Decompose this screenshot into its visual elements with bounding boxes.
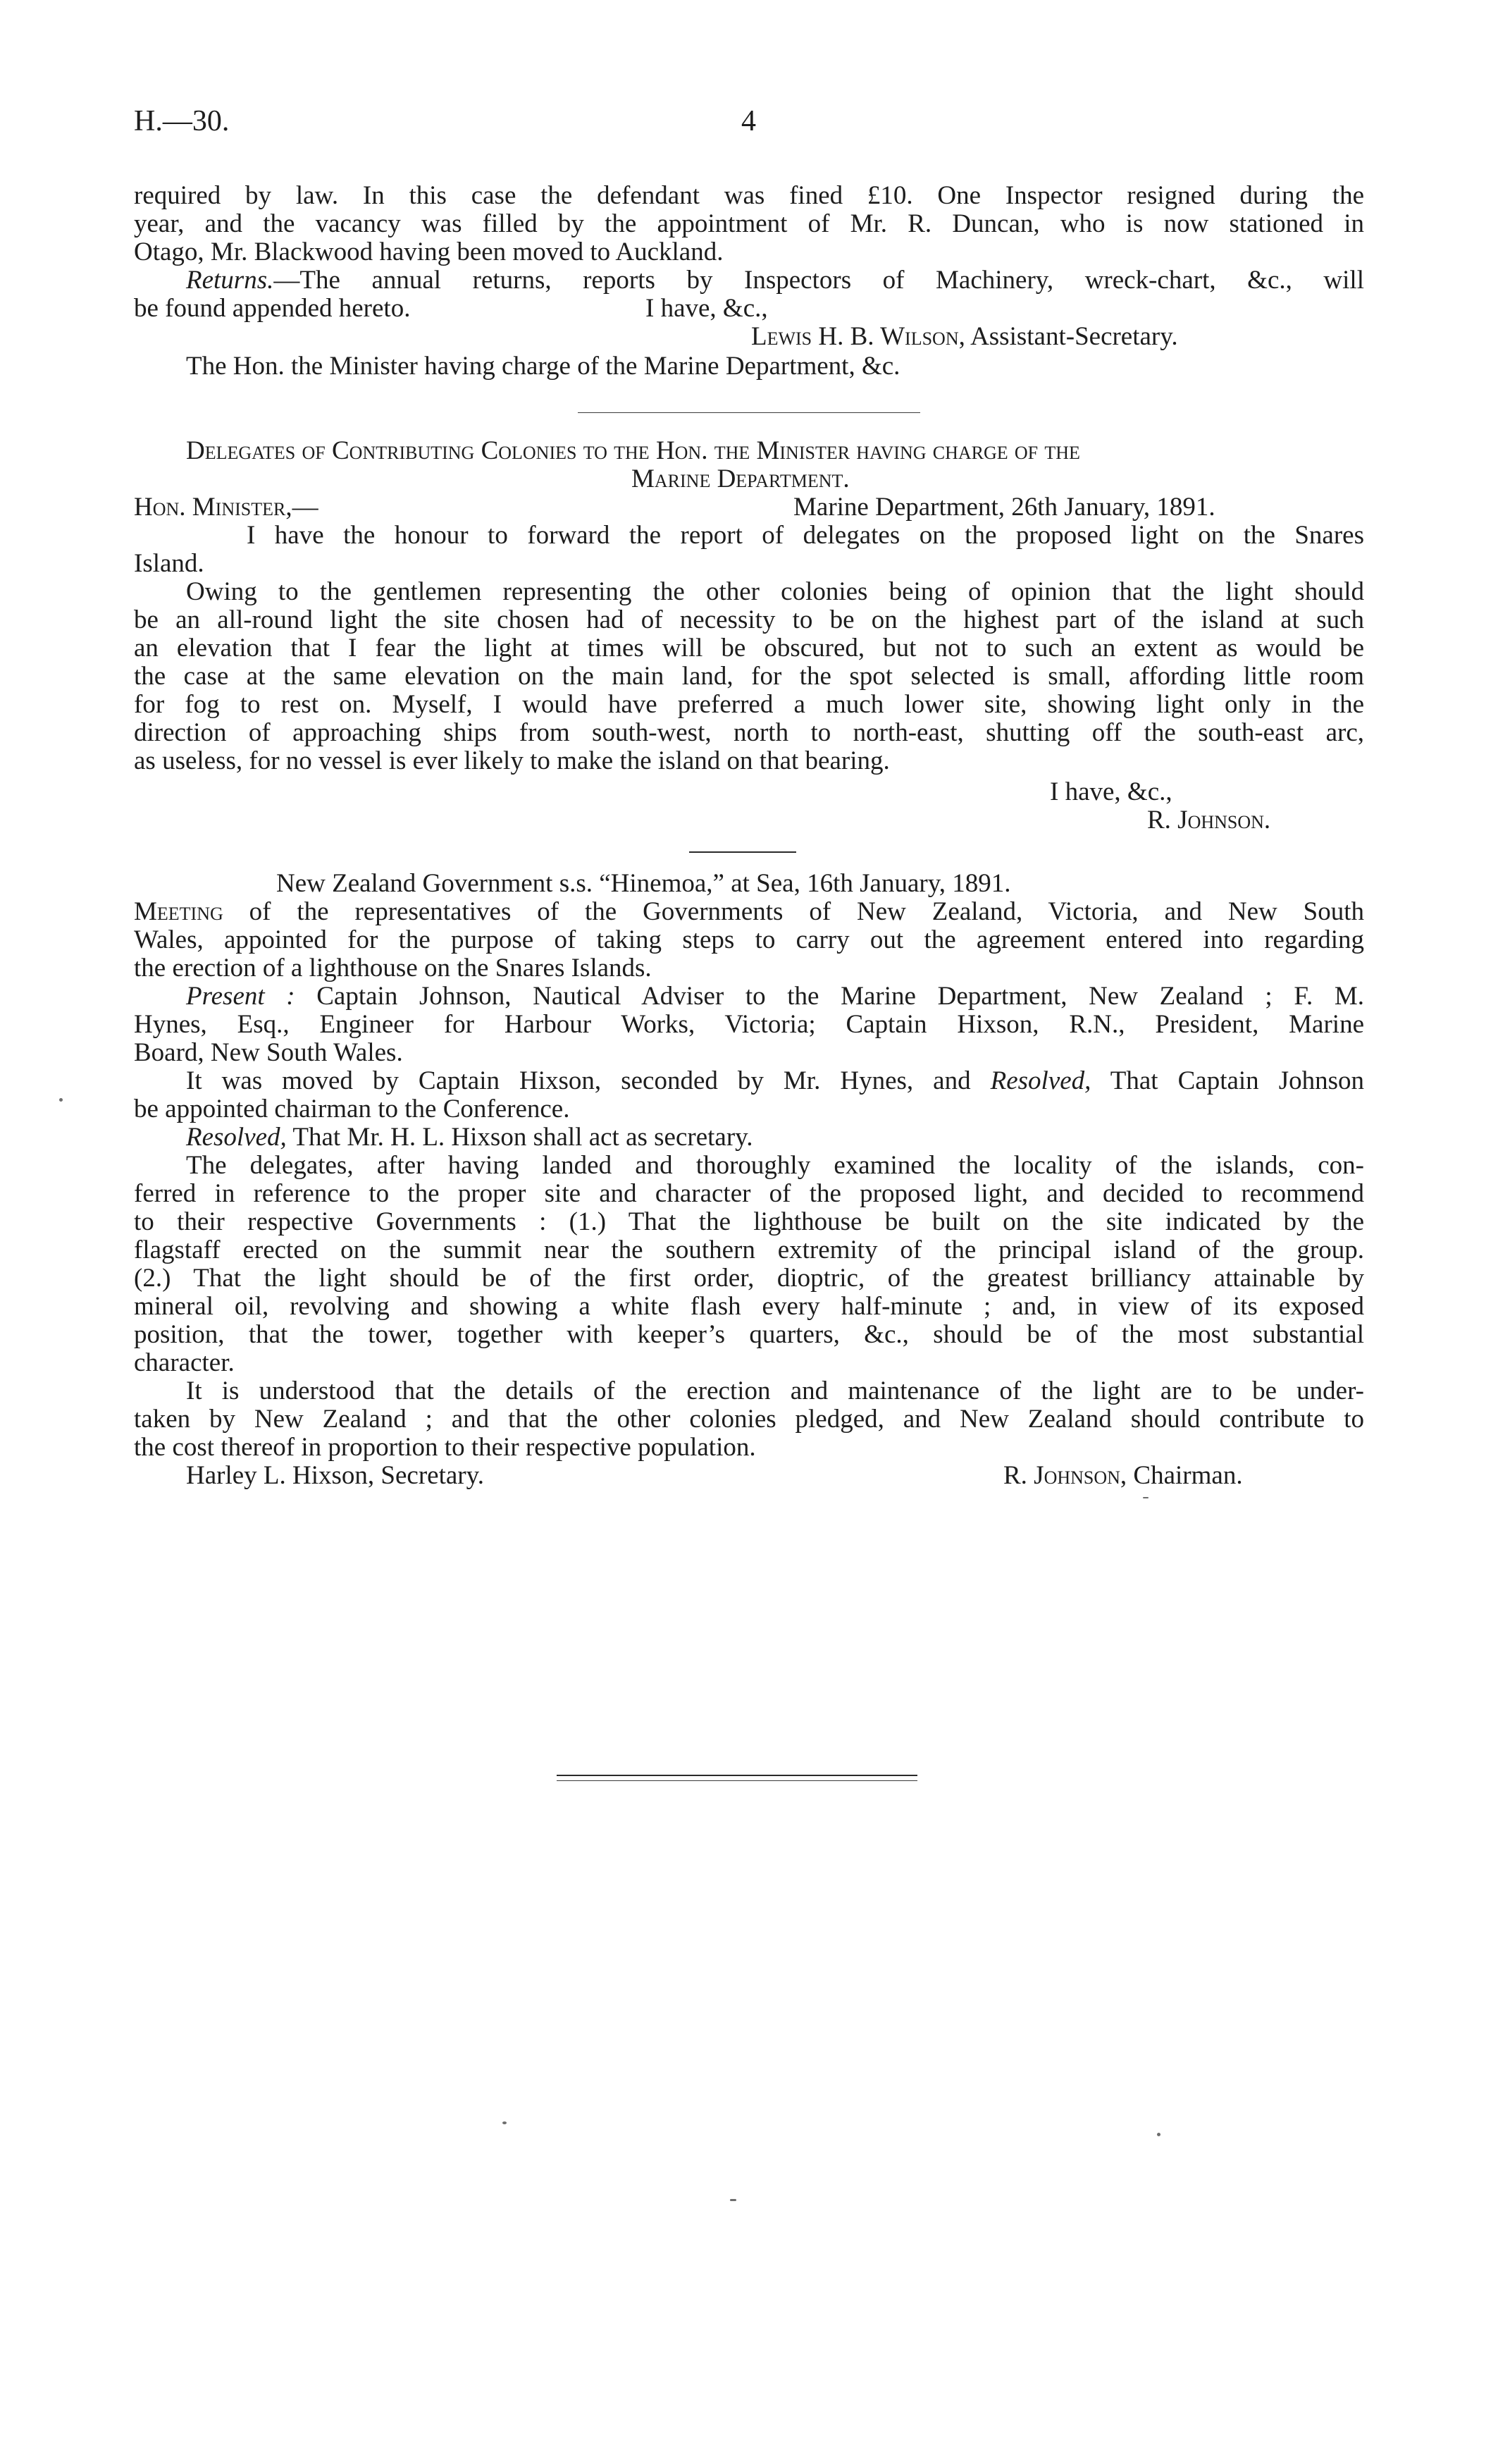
- returns-line-2: be found appended hereto.: [134, 294, 411, 323]
- understood-line-3: the cost thereof in proportion to their respective population.: [134, 1433, 756, 1462]
- delegates-line-1: The delegates, after having landed and thoroughly examined the locality of the islands, con-: [186, 1151, 1364, 1180]
- letter-para2-line-3: an elevation that I fear the light at times will be obscured, but not to such an extent as would be: [134, 634, 1364, 663]
- scan-speck: [1143, 1497, 1149, 1498]
- meeting-para1-rest: of the representatives of the Governments of New Zealand, Victoria, and New South: [223, 897, 1364, 926]
- meeting-para1-line-1: [134, 898, 1364, 926]
- understood-line-1: It is understood that the details of the erection and maintenance of the light are to be under-: [186, 1376, 1364, 1405]
- resolved-secretary: [186, 1123, 753, 1152]
- salutation: Hon. Minister,—: [134, 493, 318, 522]
- chairman-name: R. Johnson: [1003, 1461, 1120, 1490]
- moved-line-2: be appointed chairman to the Conference.: [134, 1095, 570, 1123]
- letter-signature: R. Johnson.: [1147, 806, 1271, 834]
- meeting-dateline: New Zealand Government s.s. “Hinemoa,” at Sea, 16th January, 1891.: [276, 869, 1011, 898]
- letter-para2-line-2: be an all-round light the site chosen had of necessity to be on the highest part of the island at such: [134, 605, 1364, 634]
- intro-line-2: year, and the vacancy was filled by the appointment of Mr. R. Duncan, who is now stationed in: [134, 209, 1364, 238]
- letter-para1-line-1: I have the honour to forward the report of delegates on the proposed light on the Snares: [247, 521, 1364, 550]
- page-number: 4: [741, 105, 756, 137]
- scan-speck: [1157, 2133, 1160, 2136]
- resolved2-rest: That Mr. H. L. Hixson shall act as secretary.: [286, 1123, 753, 1152]
- scan-speck: [730, 2199, 736, 2201]
- signature-title: , Assistant-Secretary.: [958, 322, 1178, 351]
- signature-name: Lewis H. B. Wilson: [751, 322, 959, 351]
- letter-para2-line-5: for fog to rest on. Myself, I would have preferred a much lower site, showing light only in the: [134, 690, 1364, 719]
- delegates-heading-line-2: Marine Department.: [631, 464, 850, 493]
- letter-para2-line-6: direction of approaching ships from south-west, north to north-east, shutting off the south-east arc,: [134, 718, 1364, 747]
- delegates-line-5: (2.) That the light should be of the first order, dioptric, of the greatest brilliancy attainable by: [134, 1264, 1364, 1293]
- letter-closing: I have, &c.,: [1050, 777, 1172, 806]
- present-line-3: Board, New South Wales.: [134, 1038, 403, 1067]
- intro-i-have: I have, &c.,: [645, 294, 768, 323]
- letter-para2-line-4: the case at the same elevation on the main land, for the spot selected is small, affording little room: [134, 662, 1364, 691]
- letter-para1-line-2: Island.: [134, 549, 204, 578]
- present-rest: Captain Johnson, Nautical Adviser to the Marine Department, New Zealand ; F. M.: [295, 982, 1364, 1011]
- scan-speck: [502, 2121, 507, 2124]
- moved-line-1: [186, 1067, 1364, 1095]
- secretary-signature: Harley L. Hixson, Secretary.: [186, 1461, 484, 1490]
- document-code: H.—30.: [134, 105, 230, 137]
- delegates-line-3: to their respective Governments : (1.) That the lighthouse be built on the site indicated by the: [134, 1207, 1364, 1236]
- meeting-para1-line-2: Wales, appointed for the purpose of taking steps to carry out the agreement entered into regarding: [134, 925, 1364, 954]
- returns-line-1: [186, 266, 1364, 295]
- moved-resolved: Resolved,: [990, 1066, 1091, 1095]
- returns-label: Returns.: [186, 266, 274, 295]
- present-line-1: [186, 982, 1364, 1011]
- letter-para2-line-1: Owing to the gentlemen representing the other colonies being of opinion that the light should: [186, 577, 1364, 606]
- meeting-word: Meeting: [134, 897, 223, 926]
- intro-line-3: Otago, Mr. Blackwood having been moved to Auckland.: [134, 238, 724, 266]
- meeting-para1-line-3: the erection of a lighthouse on the Snares Islands.: [134, 954, 652, 982]
- present-label: Present :: [186, 982, 295, 1011]
- delegates-line-7: position, that the tower, together with keeper’s quarters, &c., should be of the most substantial: [134, 1320, 1364, 1349]
- chairman-title: , Chairman.: [1120, 1461, 1243, 1490]
- intro-addressee: The Hon. the Minister having charge of the Marine Department, &c.: [186, 352, 900, 381]
- short-divider: [689, 851, 796, 853]
- present-line-2: Hynes, Esq., Engineer for Harbour Works, Victoria; Captain Hixson, R.N., President, Marine: [134, 1010, 1364, 1039]
- letter-place-date: Marine Department, 26th January, 1891.: [793, 493, 1215, 522]
- moved-pre: It was moved by Captain Hixson, seconded by Mr. Hynes, and: [186, 1066, 991, 1095]
- understood-line-2: taken by New Zealand ; and that the other colonies pledged, and New Zealand should contribute to: [134, 1405, 1364, 1434]
- delegates-line-4: flagstaff erected on the summit near the southern extremity of the principal island of the group.: [134, 1236, 1364, 1264]
- letter-para2-line-7: as useless, for no vessel is ever likely to make the island on that bearing.: [134, 746, 890, 775]
- delegates-line-2: ferred in reference to the proper site and character of the proposed light, and decided to recommend: [134, 1179, 1364, 1208]
- intro-signature: [751, 323, 1178, 351]
- delegates-heading-line-1: Delegates of Contributing Colonies to the Hon. the Minister having charge of the: [186, 436, 1080, 465]
- chairman-signature: [1003, 1462, 1243, 1490]
- intro-line-1: required by law. In this case the defendant was fined £10. One Inspector resigned during the: [134, 181, 1364, 210]
- moved-post: That Captain Johnson: [1091, 1066, 1365, 1095]
- returns-text: —The annual returns, reports by Inspectors of Machinery, wreck-chart, &c., will: [273, 266, 1364, 295]
- resolved2-label: Resolved,: [186, 1123, 287, 1152]
- end-rule-bottom: [557, 1780, 917, 1781]
- end-rule-top: [557, 1775, 917, 1776]
- delegates-line-8: character.: [134, 1348, 235, 1377]
- scan-speck: [59, 1098, 63, 1102]
- section-divider: [578, 412, 920, 413]
- delegates-line-6: mineral oil, revolving and showing a white flash every half-minute ; and, in view of its exposed: [134, 1292, 1364, 1321]
